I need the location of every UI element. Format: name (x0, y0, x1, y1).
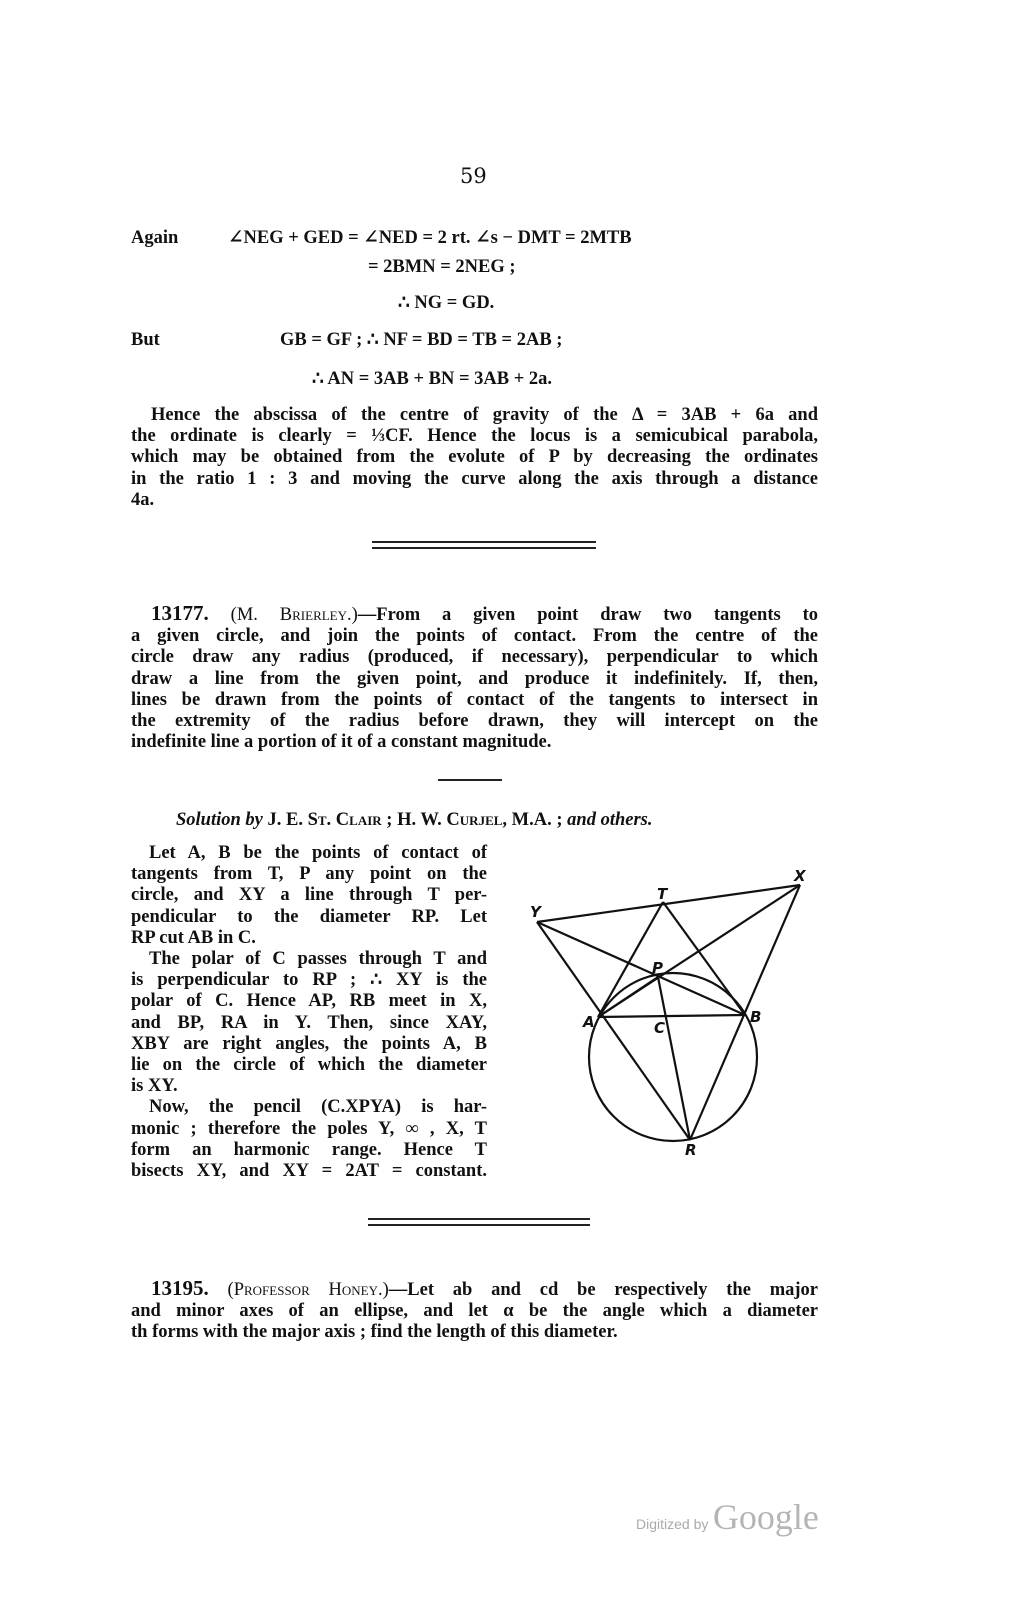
label-t: T (657, 885, 668, 903)
text-line: bisects XY, and XY = 2AT = constant. (131, 1161, 487, 1182)
text-line: Let A, B be the points of contact of (149, 843, 487, 863)
text-line: which may be obtained from the evolute of P by decreasing the ordinates (131, 447, 818, 468)
text-line: indefinite line a portion of it of a constant magnitude. (131, 732, 552, 753)
text-line: RP cut AB in C. (131, 927, 256, 948)
equation-3: ∴ NG = GD. (398, 293, 495, 313)
text-line: a given circle, and join the points of contact. From the centre of the (131, 626, 818, 647)
watermark-brand: Google (712, 1497, 819, 1537)
text-line: is XY. (131, 1076, 178, 1097)
solution-suffix: and others. (567, 810, 653, 830)
solution-prefix: Solution by (176, 810, 263, 830)
question-number: 13177. (151, 601, 209, 625)
line-tb (663, 902, 745, 1015)
page-number: 59 (460, 164, 487, 188)
section-divider (368, 1218, 590, 1220)
text-line: lines be drawn from the points of contact of the tangents to intersect in (131, 689, 818, 710)
text-line: The polar of C passes through T and (149, 949, 487, 970)
label-a: A (583, 1013, 595, 1031)
text-line: circle, and XY a line through T per- (131, 885, 487, 906)
text-line: and minor axes of an ellipse, and let α be the angle which a diameter (131, 1301, 818, 1322)
label-p: P (652, 959, 663, 977)
label-c: C (654, 1019, 666, 1037)
section-divider (368, 1224, 590, 1226)
text-line: Hence the abscissa of the centre of gravity of the Δ = 3AB + 6a and (151, 405, 818, 425)
line-yx (537, 885, 800, 922)
text-line: circle draw any radius (produced, if necessary), perpendicular to which (131, 647, 818, 668)
label-b: B (750, 1008, 762, 1026)
text-line (131, 1278, 818, 1301)
text-line: in the ratio 1 : 3 and moving the curve along the axis through a distance (131, 468, 818, 489)
again-label: Again (131, 228, 179, 248)
text-line: form an harmonic range. Hence T (131, 1139, 487, 1160)
text-line: is perpendicular to RP ; ∴ XY is the (131, 970, 487, 991)
text-line: XBY are right angles, the points A, B (131, 1033, 487, 1054)
equation-2: = 2BMN = 2NEG ; (368, 257, 516, 277)
text-line: pendicular to the diameter RP. Let (131, 906, 487, 927)
text-line: Now, the pencil (C.XPYA) is har- (149, 1097, 487, 1118)
text-line: th forms with the major axis ; find the length of this diameter. (131, 1322, 618, 1343)
question-author: (M. Brierley.) (230, 605, 358, 625)
equation-1: ∠NEG + GED = ∠NED = 2 rt. ∠s − DMT = 2MTB (228, 228, 632, 248)
watermark-prefix: Digitized by (636, 1516, 709, 1532)
equation-5: ∴ AN = 3AB + BN = 3AB + 2a. (312, 369, 552, 389)
text-line: lie on the circle of which the diameter (131, 1055, 487, 1076)
text-line: monic ; therefore the poles Y, ∞ , X, T (131, 1118, 487, 1139)
solution-authors: J. E. St. Clair ; H. W. Curjel, M.A. ; (267, 810, 563, 830)
label-r: R (685, 1141, 697, 1159)
google-watermark (636, 1496, 819, 1538)
question-number: 13195. (151, 1276, 209, 1300)
text-line: the ordinate is clearly = ⅓CF. Hence the locus is a semicubical parabola, (131, 426, 818, 447)
text-line: —Let ab and cd be respectively the major (388, 1280, 819, 1300)
but-label: But (131, 330, 160, 350)
line-ab (598, 1015, 745, 1017)
question-13195 (131, 1278, 818, 1344)
text-line: the extremity of the radius before drawn, they will intercept on the (131, 711, 818, 732)
text-line: draw a line from the given point, and produce it indefinitely. If, then, (131, 668, 818, 689)
text-line: —From a given point draw two tangents to (357, 605, 819, 625)
text-line: and BP, RA in Y. Then, since XAY, (131, 1012, 487, 1033)
line-ap (598, 977, 658, 1017)
label-x: X (794, 867, 806, 885)
line-yr (537, 922, 690, 1140)
text-line: tangents from T, P any point on the (131, 864, 487, 885)
equation-4: GB = GF ; ∴ NF = BD = TB = 2AB ; (280, 330, 563, 350)
line-yb (537, 922, 745, 1015)
label-y: Y (530, 903, 541, 921)
text-line: 4a. (131, 489, 155, 510)
text-line: polar of C. Hence AP, RB meet in X, (131, 991, 487, 1012)
question-author: (Professor Honey.) (227, 1280, 389, 1300)
